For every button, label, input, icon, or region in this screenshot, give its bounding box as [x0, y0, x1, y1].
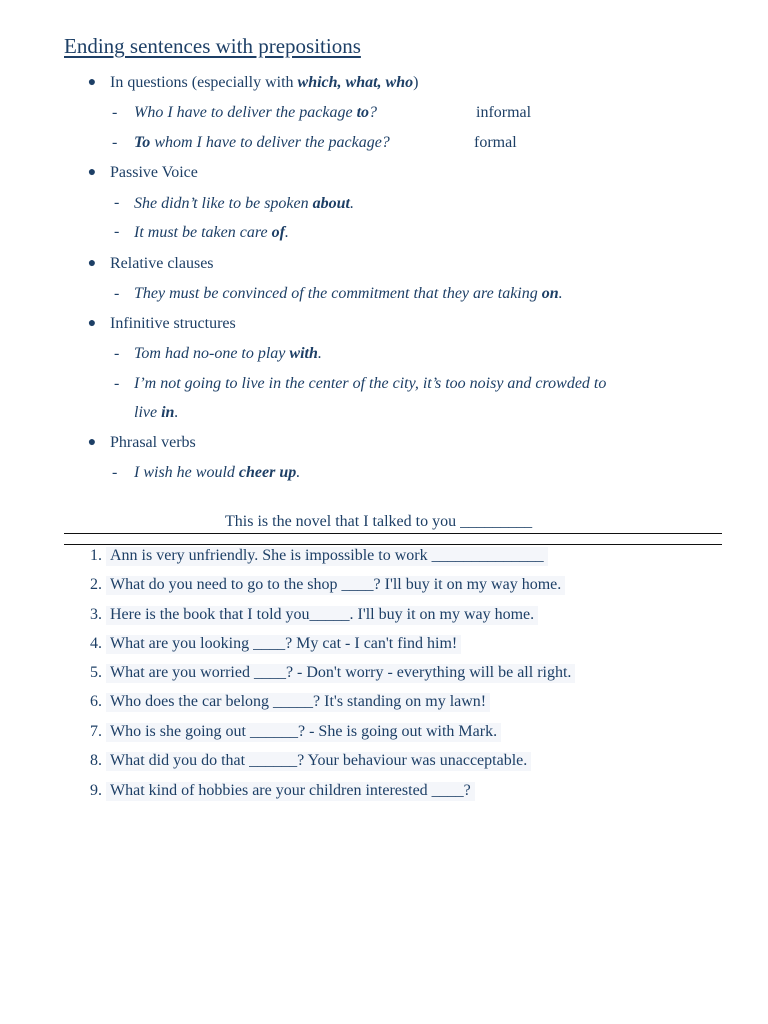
divider-line	[64, 533, 722, 534]
dash-marker: -	[114, 345, 120, 362]
question-number: 7.	[90, 723, 102, 740]
bullet-icon: ●	[87, 165, 97, 180]
example-sentence: Tom had no-one to play with.	[134, 345, 322, 362]
bullet-icon: ●	[87, 256, 97, 271]
example-sentence: To whom I have to deliver the package?	[134, 134, 390, 151]
section-label-infinitive: Infinitive structures	[110, 315, 236, 332]
register-note: informal	[476, 104, 532, 121]
question-item: What are you worried ____? - Don't worry - everything will be all right.	[106, 664, 575, 683]
question-number: 1.	[90, 547, 102, 564]
question-item: Here is the book that I told you_____. I'll buy it on my way home.	[106, 606, 538, 625]
example-sentence: It must be taken care of.	[134, 224, 289, 241]
bullet-icon: ●	[87, 75, 97, 90]
question-item: Who is she going out ______? - She is going out with Mark.	[106, 723, 501, 742]
bullet-icon: ●	[87, 435, 97, 450]
example-sentence: Who I have to deliver the package to?	[134, 104, 378, 121]
section-label-relative: Relative clauses	[110, 255, 214, 272]
question-number: 9.	[90, 782, 102, 799]
page-title: Ending sentences with prepositions	[64, 34, 361, 58]
dash-marker: -	[112, 464, 118, 481]
register-note: formal	[474, 134, 517, 151]
question-number: 6.	[90, 693, 102, 710]
dash-marker: -	[112, 104, 118, 121]
example-sentence: She didn’t like to be spoken about.	[134, 195, 354, 212]
divider-line	[64, 544, 722, 545]
question-item: What do you need to go to the shop ____? I'll buy it on my way home.	[106, 576, 565, 595]
section-label-phrasal: Phrasal verbs	[110, 434, 196, 451]
dash-marker: -	[114, 375, 120, 392]
question-number: 2.	[90, 576, 102, 593]
example-sentence: They must be convinced of the commitment that they are taking on.	[134, 285, 563, 302]
question-item: Who does the car belong _____? It's standing on my lawn!	[106, 693, 490, 712]
question-item: What did you do that ______? Your behaviour was unacceptable.	[106, 752, 531, 771]
example-sentence-continued: live in.	[134, 404, 179, 421]
dash-marker: -	[112, 134, 118, 151]
dash-marker: -	[114, 223, 120, 240]
question-number: 4.	[90, 635, 102, 652]
question-number: 3.	[90, 606, 102, 623]
section-label-passive: Passive Voice	[110, 164, 198, 181]
example-sentence: I wish he would cheer up.	[134, 464, 301, 481]
example-sentence: I’m not going to live in the center of the city, it’s too noisy and crowded to	[134, 375, 607, 392]
exercise-intro: This is the novel that I talked to you _________	[225, 513, 533, 530]
question-item: What are you looking ____? My cat - I can't find him!	[106, 635, 461, 654]
question-number: 5.	[90, 664, 102, 681]
question-item: Ann is very unfriendly. She is impossible to work ______________	[106, 547, 548, 566]
question-item: What kind of hobbies are your children interested ____?	[106, 782, 475, 801]
dash-marker: -	[114, 194, 120, 211]
dash-marker: -	[114, 285, 120, 302]
section-label-questions: In questions (especially with which, what, who)	[110, 74, 419, 91]
question-number: 8.	[90, 752, 102, 769]
bullet-icon: ●	[87, 316, 97, 331]
